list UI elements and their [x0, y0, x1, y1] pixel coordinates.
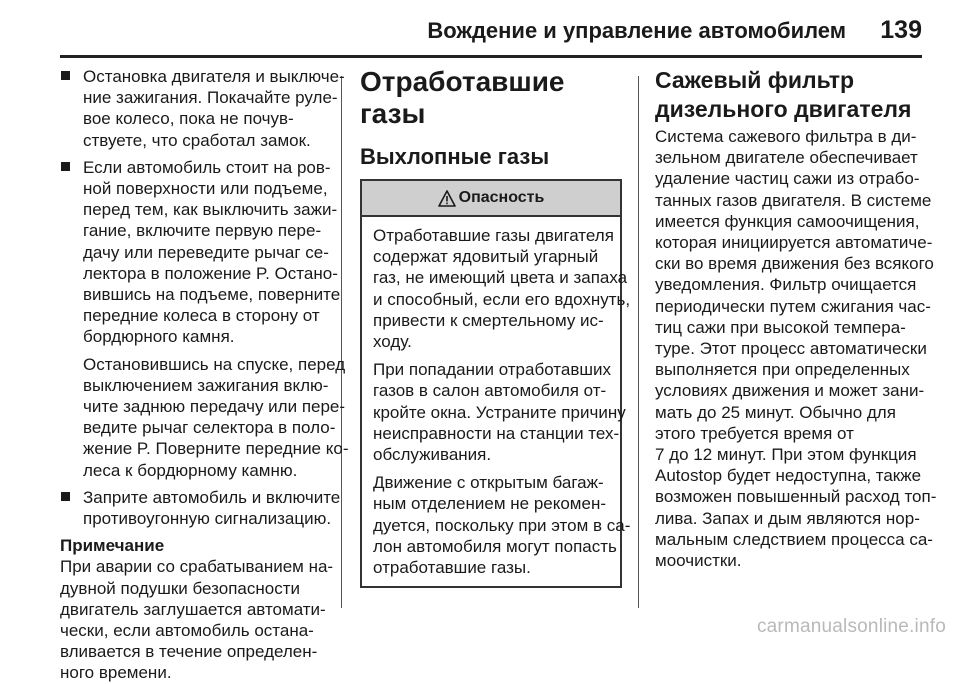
column-divider-2 — [638, 76, 639, 608]
running-header: Вождение и управление автомобилем — [427, 18, 846, 43]
column-divider-1 — [341, 76, 342, 608]
square-bullet-icon — [61, 71, 70, 80]
subsection-heading: Выхлопные газы — [360, 144, 550, 169]
right-column — [655, 66, 937, 571]
square-bullet-icon — [61, 162, 70, 171]
section-heading: Сажевый фильтр дизельного двигателя — [655, 67, 912, 122]
warning-triangle-icon — [438, 190, 456, 207]
danger-paragraph: Отработавшие газы двигателя содержат ядовитый угарный газ, не имеющий цвета и запаха и способный, если его вдохнуть, привести к смертельному ис- ходу. — [373, 226, 631, 352]
left-column — [60, 66, 349, 684]
list-item-continuation — [60, 354, 349, 481]
bullet-text: Остановка двигателя и выключе- ние зажигания. Покачайте руле- вое колесо, пока не почув- ствуете, что сработал замок. — [83, 67, 345, 150]
danger-body — [362, 217, 631, 586]
note-title: Примечание — [60, 536, 165, 556]
bullet-text: Если автомобиль стоит на ров- ной поверхности или подъеме, перед тем, как выключить зажи- гание, включите первую пере- дачу или переведите рычаг се- лектора в положение P. Остано- вившись на подъеме, поверните передние колеса в сторону от бордюрного камня. — [83, 157, 341, 347]
page-number: 139 — [880, 16, 922, 44]
danger-paragraph: Движение с открытым багаж- ным отделением не рекомен- дуется, поскольку при этом в са- лон автомобиля могут попасть отработавшие газы. — [373, 473, 631, 578]
list-item — [60, 66, 345, 151]
danger-box — [360, 179, 631, 588]
list-item — [60, 487, 341, 529]
danger-title: Опасность — [458, 189, 545, 207]
square-bullet-icon — [61, 492, 70, 501]
bullet-text: Заприте автомобиль и включите противоугонную сигнализацию. — [83, 487, 341, 529]
body-text: Система сажевого фильтра в ди- зельном двигателе обеспечивает удаление частиц сажи из отрабо- танных газов двигателя. В системе имеется функция самоочищения, которая инициируется автоматиче- ски во время движения без всякого уведомления. Фильтр очищается периодически путем сжигания час- тиц сажи при высокой темпера- туре. Этот процесс автоматически выполняется при определенных условиях движения и может зани- мать до 25 минут. Обычно для этого требуется время от 7 до 12 минут. При этом функция Autostop будет недоступна, также возможен повышенный расход топ- лива. Запах и дым являются нор- мальным следствием процесса са- моочистки. — [655, 127, 937, 571]
note-text: При аварии со срабатыванием на- дувной подушки безопасности двигатель заглушается автомати- чески, если автомобиль остана- вливается в течение определен- ного времени. — [60, 557, 334, 683]
list-item — [60, 157, 341, 348]
section-heading: Отработавшие газы — [360, 66, 565, 129]
middle-column — [360, 66, 631, 588]
bullet-text: Остановившись на спуске, перед выключением зажигания вклю- чите заднюю передачу или пере- ведите рычаг селектора в поло- жение P. Поверните передние ко- леса к бордюрному камню. — [83, 354, 349, 480]
danger-paragraph: При попадании отработавших газов в салон автомобиля от- кройте окна. Устраните причину неисправности на станции тех- обслуживания. — [373, 360, 626, 465]
watermark: carmanualsonline.info — [756, 616, 946, 637]
danger-header — [362, 181, 620, 217]
header-rule — [60, 55, 922, 58]
